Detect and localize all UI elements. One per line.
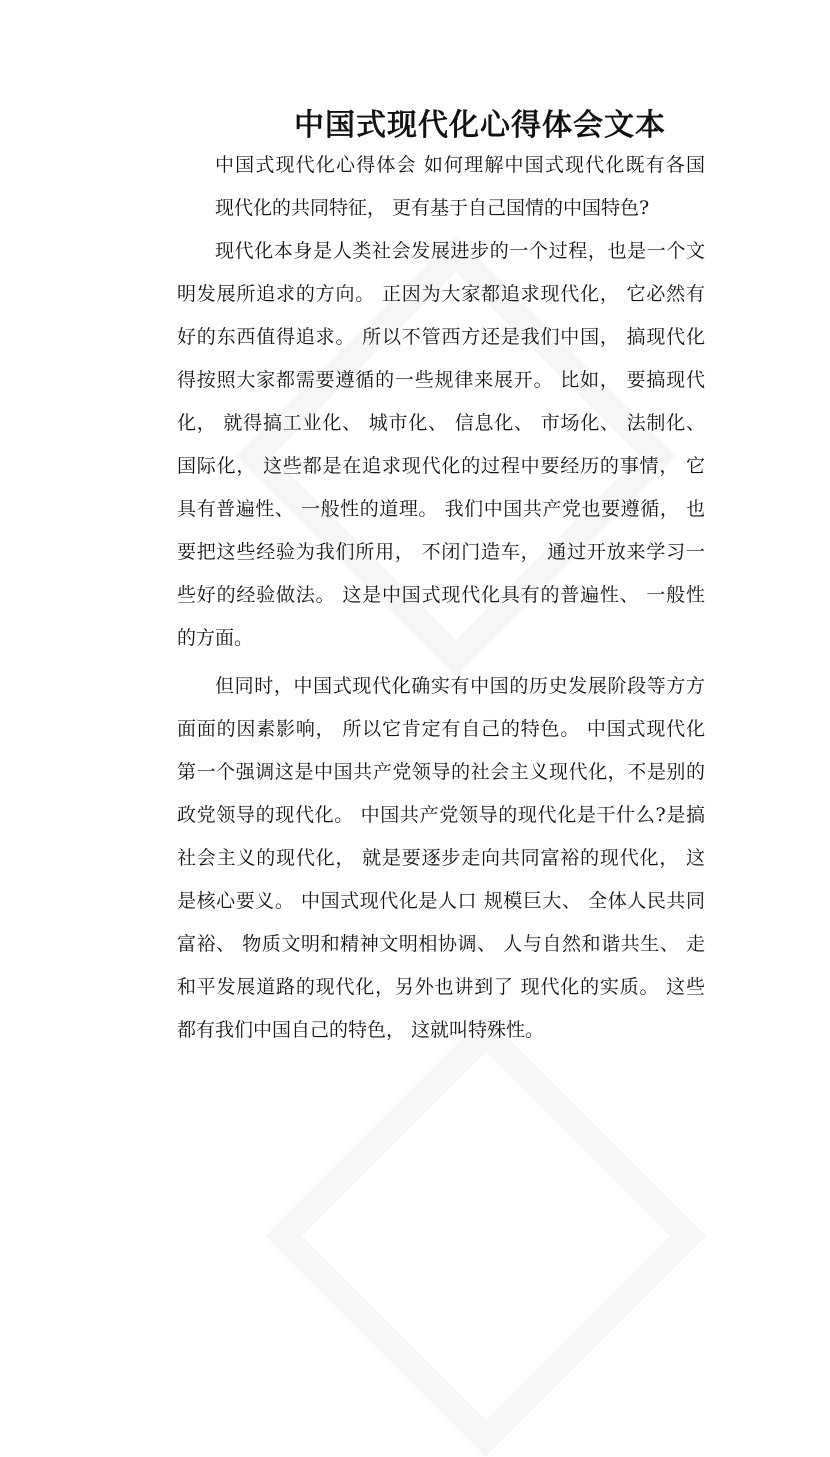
text-line: 都有我们中国自己的特色， 这就叫特殊性。 <box>177 1019 545 1041</box>
text-line: 化， 就得搞工业化、 城市化、 信息化、 市场化、 法制化、 <box>177 412 705 434</box>
text-line: 好的东西值得追求。 所以不管西方还是我们中国， 搞现代化 <box>177 326 705 348</box>
document-title: 中国式现代化心得体会文本 <box>294 108 666 143</box>
text-line: 现代化的共同特征， 更有基于自己国情的中国特色? <box>215 197 650 219</box>
text-line: 明发展所追求的方向。 正因为大家都追求现代化， 它必然有 <box>177 283 705 305</box>
text-line: 第一个强调这是中国共产党领导的社会主义现代化，不是别的 <box>177 761 705 783</box>
text-line: 但同时，中国式现代化确实有中国的历史发展阶段等方方 <box>215 675 705 697</box>
text-line: 政党领导的现代化。 中国共产党领导的现代化是干什么?是搞 <box>177 804 705 826</box>
text-line: 国际化， 这些都是在追求现代化的过程中要经历的事情， 它 <box>177 455 705 477</box>
text-line: 的方面。 <box>177 627 254 649</box>
text-line: 具有普遍性、 一般性的道理。 我们中国共产党也要遵循， 也 <box>177 498 705 520</box>
text-line: 是核心要义。 中国式现代化是人口 规模巨大、 全体人民共同 <box>177 890 705 912</box>
text-line: 些好的经验做法。 这是中国式现代化具有的普遍性、 一般性 <box>177 584 705 606</box>
text-line: 要把这些经验为我们所用， 不闭门造车， 通过开放来学习一 <box>177 541 705 563</box>
watermark-logo <box>265 1015 706 1456</box>
text-line: 社会主义的现代化， 就是要逐步走向共同富裕的现代化， 这 <box>177 847 705 869</box>
text-line: 面面的因素影响， 所以它肯定有自己的特色。 中国式现代化 <box>177 718 705 740</box>
text-line: 中国式现代化心得体会 如何理解中国式现代化既有各国 <box>215 154 705 176</box>
text-line: 得按照大家都需要遵循的一些规律来展开。 比如， 要搞现代 <box>177 369 705 391</box>
text-line: 现代化本身是人类社会发展进步的一个过程，也是一个文 <box>215 240 705 262</box>
text-line: 和平发展道路的现代化，另外也讲到了 现代化的实质。 这些 <box>177 976 705 998</box>
text-line: 富裕、 物质文明和精神文明相协调、 人与自然和谐共生、 走 <box>177 933 705 955</box>
